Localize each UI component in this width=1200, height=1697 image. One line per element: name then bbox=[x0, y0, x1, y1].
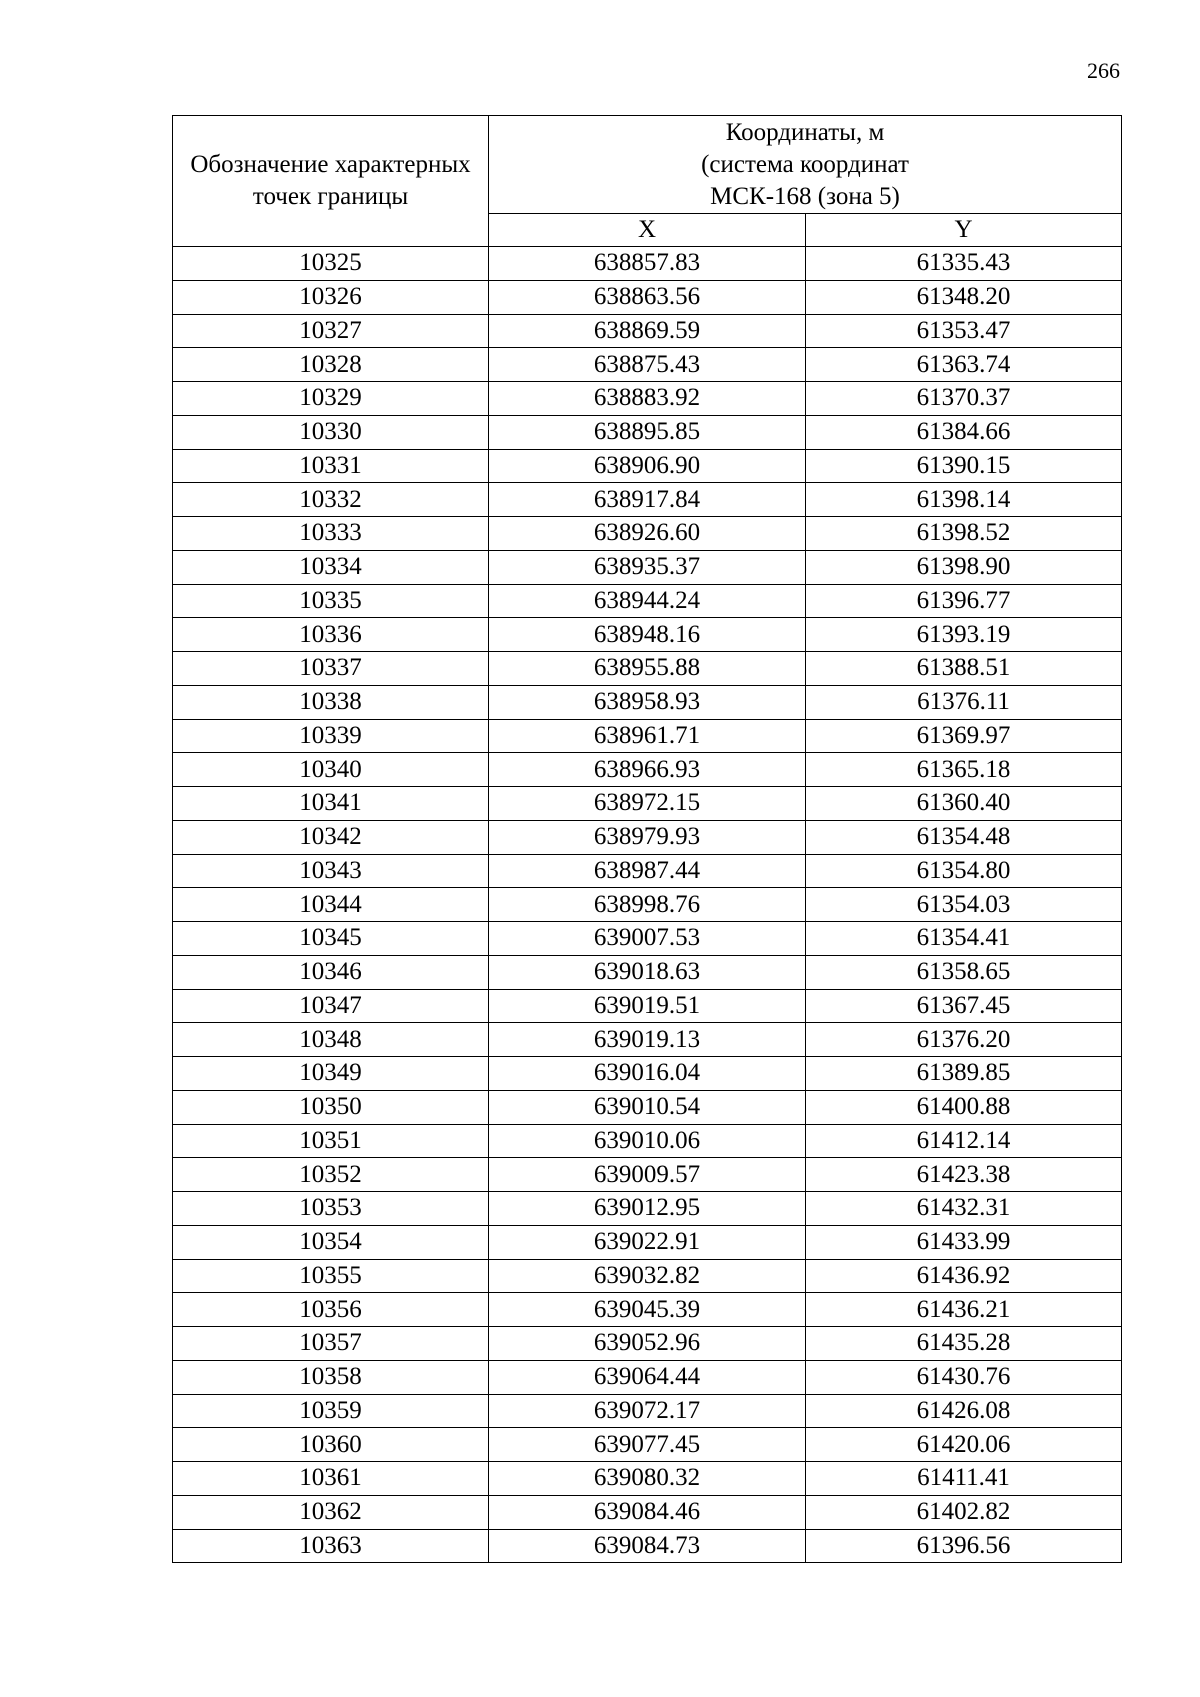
table-row bbox=[173, 1124, 1122, 1158]
cell-y: 61363.74 bbox=[806, 348, 1122, 382]
cell-point: 10348 bbox=[173, 1023, 489, 1057]
cell-x: 638944.24 bbox=[489, 584, 806, 618]
cell-x: 638906.90 bbox=[489, 449, 806, 483]
header-coordinates-line-2: (система координат bbox=[701, 150, 909, 178]
cell-x: 639022.91 bbox=[489, 1225, 806, 1259]
header-x: X bbox=[489, 214, 806, 247]
table-row bbox=[173, 753, 1122, 787]
cell-point: 10333 bbox=[173, 517, 489, 551]
cell-x: 638935.37 bbox=[489, 550, 806, 584]
cell-point: 10326 bbox=[173, 280, 489, 314]
cell-point: 10337 bbox=[173, 652, 489, 686]
coordinates-table bbox=[172, 115, 1122, 1563]
header-coordinates-line-1: Координаты, м bbox=[725, 118, 885, 146]
cell-x: 638926.60 bbox=[489, 517, 806, 551]
header-y: Y bbox=[806, 214, 1122, 247]
cell-y: 61430.76 bbox=[806, 1360, 1122, 1394]
cell-point: 10335 bbox=[173, 584, 489, 618]
cell-point: 10340 bbox=[173, 753, 489, 787]
cell-y: 61426.08 bbox=[806, 1394, 1122, 1428]
cell-point: 10338 bbox=[173, 685, 489, 719]
cell-x: 638961.71 bbox=[489, 719, 806, 753]
cell-point: 10354 bbox=[173, 1225, 489, 1259]
table-row bbox=[173, 584, 1122, 618]
table-row bbox=[173, 314, 1122, 348]
table-row bbox=[173, 1495, 1122, 1529]
cell-y: 61367.45 bbox=[806, 989, 1122, 1023]
cell-x: 638863.56 bbox=[489, 280, 806, 314]
cell-y: 61369.97 bbox=[806, 719, 1122, 753]
table-row bbox=[173, 618, 1122, 652]
cell-point: 10360 bbox=[173, 1428, 489, 1462]
cell-x: 639009.57 bbox=[489, 1158, 806, 1192]
cell-y: 61420.06 bbox=[806, 1428, 1122, 1462]
cell-x: 639032.82 bbox=[489, 1259, 806, 1293]
cell-point: 10341 bbox=[173, 787, 489, 821]
cell-point: 10347 bbox=[173, 989, 489, 1023]
cell-x: 638875.43 bbox=[489, 348, 806, 382]
table-row bbox=[173, 1360, 1122, 1394]
cell-x: 639016.04 bbox=[489, 1057, 806, 1091]
cell-x: 638979.93 bbox=[489, 820, 806, 854]
table-row bbox=[173, 922, 1122, 956]
cell-point: 10363 bbox=[173, 1529, 489, 1563]
cell-y: 61388.51 bbox=[806, 652, 1122, 686]
table-row bbox=[173, 1529, 1122, 1563]
cell-point: 10353 bbox=[173, 1192, 489, 1226]
cell-point: 10359 bbox=[173, 1394, 489, 1428]
cell-x: 639045.39 bbox=[489, 1293, 806, 1327]
cell-point: 10329 bbox=[173, 382, 489, 416]
table-row bbox=[173, 1293, 1122, 1327]
table-header bbox=[173, 116, 1122, 247]
cell-point: 10349 bbox=[173, 1057, 489, 1091]
cell-y: 61360.40 bbox=[806, 787, 1122, 821]
cell-x: 639080.32 bbox=[489, 1462, 806, 1496]
cell-y: 61354.41 bbox=[806, 922, 1122, 956]
cell-y: 61354.48 bbox=[806, 820, 1122, 854]
cell-y: 61358.65 bbox=[806, 955, 1122, 989]
cell-y: 61354.80 bbox=[806, 854, 1122, 888]
cell-point: 10358 bbox=[173, 1360, 489, 1394]
cell-y: 61423.38 bbox=[806, 1158, 1122, 1192]
cell-point: 10339 bbox=[173, 719, 489, 753]
header-coordinates-group bbox=[489, 116, 1122, 214]
table-row bbox=[173, 550, 1122, 584]
cell-x: 639019.51 bbox=[489, 989, 806, 1023]
table-row bbox=[173, 1428, 1122, 1462]
page-number: 266 bbox=[1087, 58, 1120, 83]
cell-y: 61435.28 bbox=[806, 1327, 1122, 1361]
cell-x: 639019.13 bbox=[489, 1023, 806, 1057]
table-row bbox=[173, 1192, 1122, 1226]
cell-x: 639012.95 bbox=[489, 1192, 806, 1226]
cell-x: 638869.59 bbox=[489, 314, 806, 348]
cell-x: 639018.63 bbox=[489, 955, 806, 989]
table-row bbox=[173, 989, 1122, 1023]
cell-x: 638966.93 bbox=[489, 753, 806, 787]
cell-y: 61412.14 bbox=[806, 1124, 1122, 1158]
cell-x: 638972.15 bbox=[489, 787, 806, 821]
cell-y: 61376.11 bbox=[806, 685, 1122, 719]
cell-x: 639077.45 bbox=[489, 1428, 806, 1462]
cell-x: 639010.06 bbox=[489, 1124, 806, 1158]
cell-x: 639084.73 bbox=[489, 1529, 806, 1563]
cell-point: 10361 bbox=[173, 1462, 489, 1496]
cell-point: 10355 bbox=[173, 1259, 489, 1293]
cell-y: 61396.77 bbox=[806, 584, 1122, 618]
table-row bbox=[173, 1462, 1122, 1496]
cell-y: 61436.92 bbox=[806, 1259, 1122, 1293]
cell-point: 10343 bbox=[173, 854, 489, 888]
table-row bbox=[173, 1327, 1122, 1361]
cell-point: 10350 bbox=[173, 1090, 489, 1124]
cell-y: 61411.41 bbox=[806, 1462, 1122, 1496]
table-row bbox=[173, 787, 1122, 821]
cell-x: 639084.46 bbox=[489, 1495, 806, 1529]
cell-point: 10345 bbox=[173, 922, 489, 956]
table-row bbox=[173, 517, 1122, 551]
cell-point: 10332 bbox=[173, 483, 489, 517]
cell-x: 638895.85 bbox=[489, 415, 806, 449]
table-row bbox=[173, 888, 1122, 922]
cell-y: 61370.37 bbox=[806, 382, 1122, 416]
cell-y: 61393.19 bbox=[806, 618, 1122, 652]
cell-y: 61335.43 bbox=[806, 247, 1122, 281]
table-row bbox=[173, 1225, 1122, 1259]
cell-x: 639010.54 bbox=[489, 1090, 806, 1124]
table-row bbox=[173, 1158, 1122, 1192]
cell-y: 61432.31 bbox=[806, 1192, 1122, 1226]
cell-x: 638998.76 bbox=[489, 888, 806, 922]
cell-point: 10334 bbox=[173, 550, 489, 584]
table-row bbox=[173, 955, 1122, 989]
table-row bbox=[173, 652, 1122, 686]
cell-point: 10330 bbox=[173, 415, 489, 449]
table-row bbox=[173, 449, 1122, 483]
table-row bbox=[173, 719, 1122, 753]
cell-y: 61354.03 bbox=[806, 888, 1122, 922]
table-body bbox=[173, 247, 1122, 1563]
cell-point: 10344 bbox=[173, 888, 489, 922]
header-coordinates-line-3: МСК-168 (зона 5) bbox=[710, 182, 900, 210]
table-row bbox=[173, 820, 1122, 854]
cell-y: 61402.82 bbox=[806, 1495, 1122, 1529]
cell-y: 61348.20 bbox=[806, 280, 1122, 314]
cell-point: 10327 bbox=[173, 314, 489, 348]
cell-x: 638948.16 bbox=[489, 618, 806, 652]
table-row bbox=[173, 1057, 1122, 1091]
cell-y: 61433.99 bbox=[806, 1225, 1122, 1259]
cell-x: 638857.83 bbox=[489, 247, 806, 281]
cell-point: 10352 bbox=[173, 1158, 489, 1192]
cell-y: 61365.18 bbox=[806, 753, 1122, 787]
table-row bbox=[173, 1090, 1122, 1124]
table-row bbox=[173, 382, 1122, 416]
cell-y: 61398.14 bbox=[806, 483, 1122, 517]
cell-point: 10351 bbox=[173, 1124, 489, 1158]
table-row bbox=[173, 415, 1122, 449]
table-row bbox=[173, 1259, 1122, 1293]
table-row bbox=[173, 348, 1122, 382]
cell-x: 639072.17 bbox=[489, 1394, 806, 1428]
cell-point: 10331 bbox=[173, 449, 489, 483]
cell-y: 61376.20 bbox=[806, 1023, 1122, 1057]
cell-y: 61400.88 bbox=[806, 1090, 1122, 1124]
cell-y: 61398.90 bbox=[806, 550, 1122, 584]
cell-x: 639007.53 bbox=[489, 922, 806, 956]
cell-point: 10362 bbox=[173, 1495, 489, 1529]
cell-x: 638955.88 bbox=[489, 652, 806, 686]
header-point-designation: Обозначение характерных точек границы bbox=[173, 116, 489, 247]
cell-point: 10336 bbox=[173, 618, 489, 652]
table-row bbox=[173, 854, 1122, 888]
cell-point: 10325 bbox=[173, 247, 489, 281]
cell-x: 639064.44 bbox=[489, 1360, 806, 1394]
cell-point: 10342 bbox=[173, 820, 489, 854]
cell-x: 638917.84 bbox=[489, 483, 806, 517]
cell-y: 61398.52 bbox=[806, 517, 1122, 551]
cell-x: 638958.93 bbox=[489, 685, 806, 719]
cell-y: 61353.47 bbox=[806, 314, 1122, 348]
cell-point: 10346 bbox=[173, 955, 489, 989]
cell-y: 61396.56 bbox=[806, 1529, 1122, 1563]
cell-point: 10328 bbox=[173, 348, 489, 382]
cell-x: 638987.44 bbox=[489, 854, 806, 888]
table-row bbox=[173, 685, 1122, 719]
cell-y: 61389.85 bbox=[806, 1057, 1122, 1091]
table-row bbox=[173, 247, 1122, 281]
table-row bbox=[173, 1023, 1122, 1057]
cell-point: 10357 bbox=[173, 1327, 489, 1361]
cell-x: 639052.96 bbox=[489, 1327, 806, 1361]
table-row bbox=[173, 1394, 1122, 1428]
cell-y: 61390.15 bbox=[806, 449, 1122, 483]
cell-y: 61384.66 bbox=[806, 415, 1122, 449]
cell-point: 10356 bbox=[173, 1293, 489, 1327]
cell-y: 61436.21 bbox=[806, 1293, 1122, 1327]
cell-x: 638883.92 bbox=[489, 382, 806, 416]
table-row bbox=[173, 280, 1122, 314]
table-row bbox=[173, 483, 1122, 517]
